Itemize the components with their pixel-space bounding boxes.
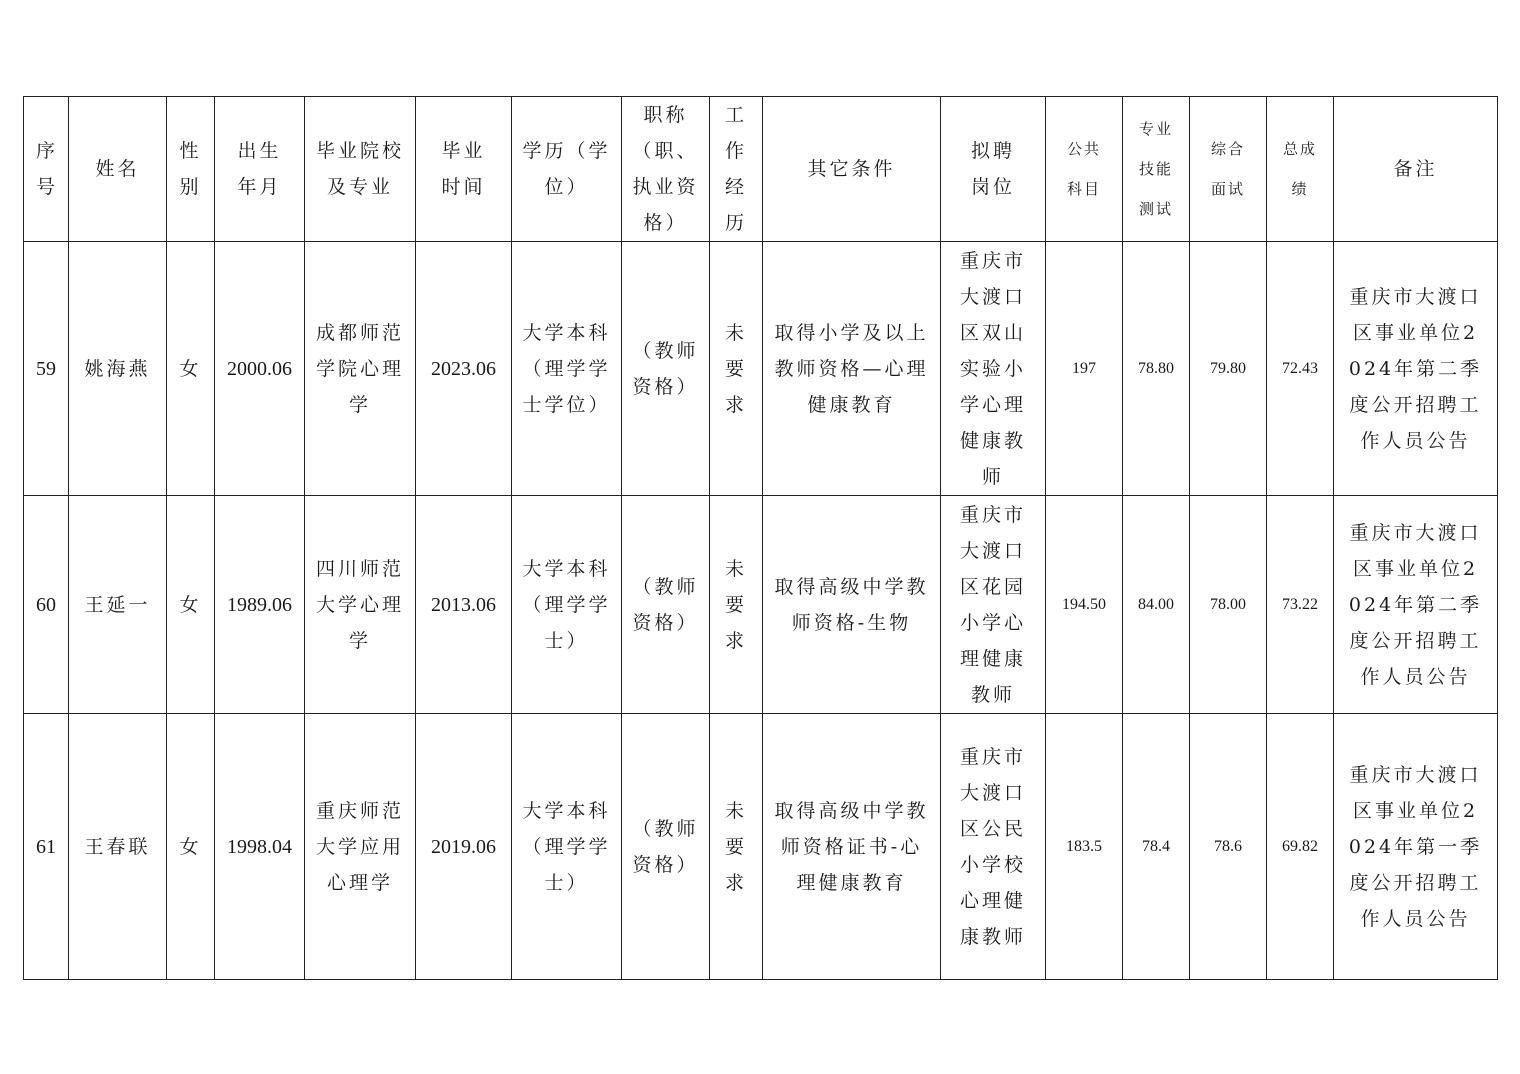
cell-birth: 1989.06 — [215, 496, 305, 714]
cell-public: 194.50 — [1046, 496, 1123, 714]
cell-interview: 79.80 — [1190, 242, 1267, 496]
cell-skill: 78.4 — [1123, 714, 1190, 980]
cell-school: 重庆师范大学应用心理学 — [305, 714, 416, 980]
cell-seq: 61 — [24, 714, 69, 980]
cell-degree: 大学本科（理学学士） — [512, 496, 622, 714]
cell-degree: 大学本科（理学学士） — [512, 714, 622, 980]
table-row — [24, 242, 1498, 496]
cell-work: 未要求 — [710, 714, 763, 980]
header-school: 毕业院校及专业 — [305, 97, 416, 242]
cell-total: 69.82 — [1267, 714, 1334, 980]
header-name: 姓名 — [69, 97, 167, 242]
table-row — [24, 714, 1498, 980]
cell-remark: 重庆市大渡口区事业单位2024年第一季度公开招聘工作人员公告 — [1334, 714, 1498, 980]
cell-interview: 78.00 — [1190, 496, 1267, 714]
cell-gender: 女 — [167, 242, 215, 496]
header-title: 职称（职、执业资格） — [622, 97, 710, 242]
cell-position: 重庆市大渡口区双山实验小学心理健康教师 — [941, 242, 1046, 496]
cell-skill: 84.00 — [1123, 496, 1190, 714]
cell-interview: 78.6 — [1190, 714, 1267, 980]
cell-birth: 1998.04 — [215, 714, 305, 980]
cell-total: 73.22 — [1267, 496, 1334, 714]
header-birth: 出生年月 — [215, 97, 305, 242]
cell-position: 重庆市大渡口区花园小学心理健康教师 — [941, 496, 1046, 714]
cell-other: 取得小学及以上教师资格—心理健康教育 — [763, 242, 941, 496]
cell-skill: 78.80 — [1123, 242, 1190, 496]
cell-seq: 60 — [24, 496, 69, 714]
cell-name: 王春联 — [69, 714, 167, 980]
cell-total: 72.43 — [1267, 242, 1334, 496]
cell-remark: 重庆市大渡口区事业单位2024年第二季度公开招聘工作人员公告 — [1334, 242, 1498, 496]
cell-grad-time: 2019.06 — [416, 714, 512, 980]
header-work: 工作经历 — [710, 97, 763, 242]
header-interview: 综合面试 — [1190, 97, 1267, 242]
cell-gender: 女 — [167, 496, 215, 714]
header-gender: 性别 — [167, 97, 215, 242]
header-total: 总成绩 — [1267, 97, 1334, 242]
header-remark: 备注 — [1334, 97, 1498, 242]
header-public: 公共科目 — [1046, 97, 1123, 242]
cell-degree: 大学本科（理学学士学位） — [512, 242, 622, 496]
cell-public: 183.5 — [1046, 714, 1123, 980]
candidate-table — [23, 96, 1498, 980]
cell-name: 王延一 — [69, 496, 167, 714]
cell-position: 重庆市大渡口区公民小学校心理健康教师 — [941, 714, 1046, 980]
cell-seq: 59 — [24, 242, 69, 496]
cell-grad-time: 2023.06 — [416, 242, 512, 496]
header-position: 拟聘岗位 — [941, 97, 1046, 242]
cell-other: 取得高级中学教师资格-生物 — [763, 496, 941, 714]
header-seq: 序号 — [24, 97, 69, 242]
header-row — [24, 97, 1498, 242]
cell-other: 取得高级中学教师资格证书-心理健康教育 — [763, 714, 941, 980]
cell-school: 四川师范大学心理学 — [305, 496, 416, 714]
cell-school: 成都师范学院心理学 — [305, 242, 416, 496]
cell-name: 姚海燕 — [69, 242, 167, 496]
table-row — [24, 496, 1498, 714]
cell-work: 未要求 — [710, 242, 763, 496]
header-skill: 专业技能测试 — [1123, 97, 1190, 242]
cell-public: 197 — [1046, 242, 1123, 496]
cell-title: （教师资格） — [622, 242, 710, 496]
cell-title: （教师资格） — [622, 714, 710, 980]
header-grad-time: 毕业时间 — [416, 97, 512, 242]
header-degree: 学历（学位） — [512, 97, 622, 242]
cell-gender: 女 — [167, 714, 215, 980]
cell-work: 未要求 — [710, 496, 763, 714]
cell-birth: 2000.06 — [215, 242, 305, 496]
cell-title: （教师资格） — [622, 496, 710, 714]
cell-remark: 重庆市大渡口区事业单位2024年第二季度公开招聘工作人员公告 — [1334, 496, 1498, 714]
cell-grad-time: 2013.06 — [416, 496, 512, 714]
header-other: 其它条件 — [763, 97, 941, 242]
